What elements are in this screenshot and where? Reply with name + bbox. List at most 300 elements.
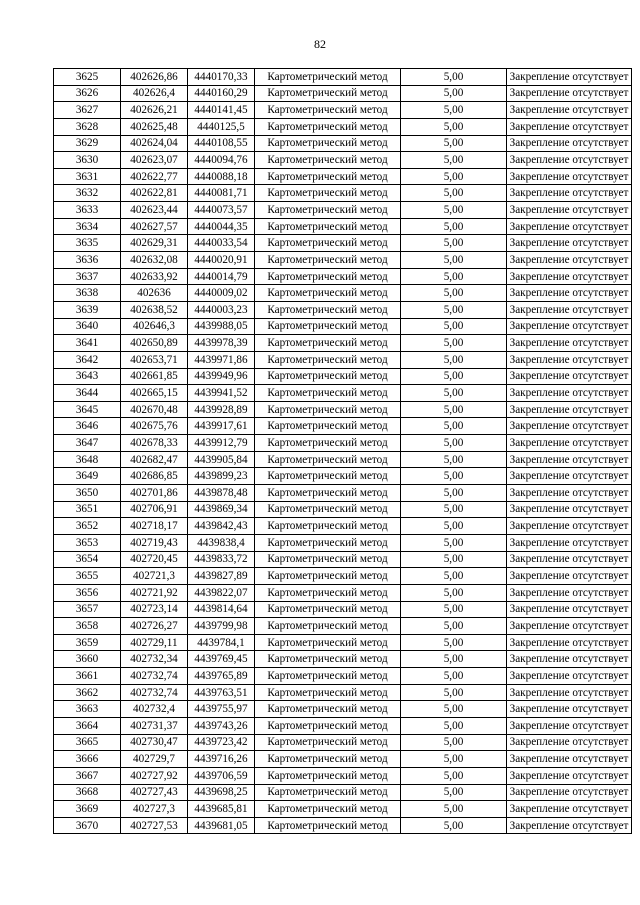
point-number-cell: 3664 [54,717,121,734]
x-coordinate-cell: 402718,17 [121,518,188,535]
y-coordinate-cell: 4439743,26 [188,717,255,734]
fixing-description-cell: Закрепление отсутствует [507,152,632,169]
x-coordinate-cell: 402629,31 [121,235,188,252]
point-number-cell: 3637 [54,268,121,285]
point-number-cell: 3648 [54,451,121,468]
accuracy-cell: 5,00 [401,584,507,601]
point-number-cell: 3636 [54,252,121,269]
accuracy-cell: 5,00 [401,751,507,768]
accuracy-cell: 5,00 [401,152,507,169]
fixing-description-cell: Закрепление отсутствует [507,418,632,435]
y-coordinate-cell: 4440108,55 [188,135,255,152]
accuracy-cell: 5,00 [401,468,507,485]
table-row [54,568,632,585]
table-row [54,717,632,734]
method-cell: Картометрический метод [255,351,401,368]
method-cell: Картометрический метод [255,801,401,818]
y-coordinate-cell: 4440014,79 [188,268,255,285]
method-cell: Картометрический метод [255,202,401,219]
point-number-cell: 3629 [54,135,121,152]
y-coordinate-cell: 4440088,18 [188,168,255,185]
fixing-description-cell: Закрепление отсутствует [507,534,632,551]
method-cell: Картометрический метод [255,102,401,119]
method-cell: Картометрический метод [255,651,401,668]
method-cell: Картометрический метод [255,418,401,435]
point-number-cell: 3649 [54,468,121,485]
point-number-cell: 3632 [54,185,121,202]
page-number: 82 [314,37,326,51]
point-number-cell: 3647 [54,435,121,452]
method-cell: Картометрический метод [255,69,401,86]
method-cell: Картометрический метод [255,318,401,335]
y-coordinate-cell: 4440044,35 [188,218,255,235]
y-coordinate-cell: 4440073,57 [188,202,255,219]
point-number-cell: 3670 [54,817,121,834]
x-coordinate-cell: 402623,44 [121,202,188,219]
point-number-cell: 3655 [54,568,121,585]
accuracy-cell: 5,00 [401,518,507,535]
table-row [54,202,632,219]
y-coordinate-cell: 4439838,4 [188,534,255,551]
fixing-description-cell: Закрепление отсутствует [507,435,632,452]
x-coordinate-cell: 402675,76 [121,418,188,435]
point-number-cell: 3639 [54,301,121,318]
x-coordinate-cell: 402624,04 [121,135,188,152]
table-row [54,801,632,818]
point-number-cell: 3638 [54,285,121,302]
x-coordinate-cell: 402636 [121,285,188,302]
x-coordinate-cell: 402720,45 [121,551,188,568]
accuracy-cell: 5,00 [401,534,507,551]
fixing-description-cell: Закрепление отсутствует [507,202,632,219]
fixing-description-cell: Закрепление отсутствует [507,85,632,102]
method-cell: Картометрический метод [255,668,401,685]
y-coordinate-cell: 4439784,1 [188,634,255,651]
table-row [54,451,632,468]
fixing-description-cell: Закрепление отсутствует [507,568,632,585]
point-number-cell: 3635 [54,235,121,252]
point-number-cell: 3646 [54,418,121,435]
y-coordinate-cell: 4439833,72 [188,551,255,568]
y-coordinate-cell: 4440020,91 [188,252,255,269]
y-coordinate-cell: 4439928,89 [188,401,255,418]
method-cell: Картометрический метод [255,751,401,768]
point-number-cell: 3628 [54,118,121,135]
accuracy-cell: 5,00 [401,668,507,685]
x-coordinate-cell: 402626,86 [121,69,188,86]
point-number-cell: 3634 [54,218,121,235]
fixing-description-cell: Закрепление отсутствует [507,252,632,269]
x-coordinate-cell: 402670,48 [121,401,188,418]
x-coordinate-cell: 402625,48 [121,118,188,135]
table-row [54,435,632,452]
fixing-description-cell: Закрепление отсутствует [507,468,632,485]
table-row [54,634,632,651]
y-coordinate-cell: 4440125,5 [188,118,255,135]
accuracy-cell: 5,00 [401,85,507,102]
accuracy-cell: 5,00 [401,618,507,635]
fixing-description-cell: Закрепление отсутствует [507,69,632,86]
fixing-description-cell: Закрепление отсутствует [507,668,632,685]
x-coordinate-cell: 402626,4 [121,85,188,102]
method-cell: Картометрический метод [255,734,401,751]
y-coordinate-cell: 4439905,84 [188,451,255,468]
y-coordinate-cell: 4439949,96 [188,368,255,385]
table-row [54,618,632,635]
x-coordinate-cell: 402701,86 [121,485,188,502]
x-coordinate-cell: 402727,3 [121,801,188,818]
point-number-cell: 3631 [54,168,121,185]
y-coordinate-cell: 4439988,05 [188,318,255,335]
point-number-cell: 3626 [54,85,121,102]
table-row [54,351,632,368]
fixing-description-cell: Закрепление отсутствует [507,601,632,618]
point-number-cell: 3633 [54,202,121,219]
table-row [54,368,632,385]
table-row [54,817,632,834]
y-coordinate-cell: 4440033,54 [188,235,255,252]
fixing-description-cell: Закрепление отсутствует [507,185,632,202]
x-coordinate-cell: 402706,91 [121,501,188,518]
accuracy-cell: 5,00 [401,701,507,718]
y-coordinate-cell: 4439912,79 [188,435,255,452]
fixing-description-cell: Закрепление отсутствует [507,335,632,352]
fixing-description-cell: Закрепление отсутствует [507,401,632,418]
y-coordinate-cell: 4439755,97 [188,701,255,718]
point-number-cell: 3660 [54,651,121,668]
table-row [54,168,632,185]
table-row [54,734,632,751]
y-coordinate-cell: 4440003,23 [188,301,255,318]
x-coordinate-cell: 402721,3 [121,568,188,585]
accuracy-cell: 5,00 [401,501,507,518]
point-number-cell: 3653 [54,534,121,551]
x-coordinate-cell: 402730,47 [121,734,188,751]
table-row [54,468,632,485]
method-cell: Картометрический метод [255,301,401,318]
x-coordinate-cell: 402627,57 [121,218,188,235]
table-row [54,69,632,86]
table-row [54,701,632,718]
fixing-description-cell: Закрепление отсутствует [507,351,632,368]
y-coordinate-cell: 4439814,64 [188,601,255,618]
method-cell: Картометрический метод [255,468,401,485]
x-coordinate-cell: 402729,7 [121,751,188,768]
accuracy-cell: 5,00 [401,684,507,701]
x-coordinate-cell: 402633,92 [121,268,188,285]
x-coordinate-cell: 402721,92 [121,584,188,601]
method-cell: Картометрический метод [255,485,401,502]
accuracy-cell: 5,00 [401,385,507,402]
x-coordinate-cell: 402682,47 [121,451,188,468]
x-coordinate-cell: 402732,4 [121,701,188,718]
y-coordinate-cell: 4439685,81 [188,801,255,818]
accuracy-cell: 5,00 [401,268,507,285]
table-row [54,518,632,535]
x-coordinate-cell: 402622,77 [121,168,188,185]
method-cell: Картометрический метод [255,618,401,635]
fixing-description-cell: Закрепление отсутствует [507,368,632,385]
point-number-cell: 3657 [54,601,121,618]
accuracy-cell: 5,00 [401,69,507,86]
fixing-description-cell: Закрепление отсутствует [507,168,632,185]
y-coordinate-cell: 4439799,98 [188,618,255,635]
accuracy-cell: 5,00 [401,235,507,252]
y-coordinate-cell: 4439971,86 [188,351,255,368]
accuracy-cell: 5,00 [401,335,507,352]
method-cell: Картометрический метод [255,717,401,734]
y-coordinate-cell: 4439763,51 [188,684,255,701]
method-cell: Картометрический метод [255,684,401,701]
point-number-cell: 3642 [54,351,121,368]
table-row [54,301,632,318]
accuracy-cell: 5,00 [401,351,507,368]
x-coordinate-cell: 402626,21 [121,102,188,119]
fixing-description-cell: Закрепление отсутствует [507,451,632,468]
fixing-description-cell: Закрепление отсутствует [507,701,632,718]
fixing-description-cell: Закрепление отсутствует [507,285,632,302]
y-coordinate-cell: 4439842,43 [188,518,255,535]
x-coordinate-cell: 402686,85 [121,468,188,485]
point-number-cell: 3644 [54,385,121,402]
point-number-cell: 3651 [54,501,121,518]
table-row [54,235,632,252]
table-row [54,185,632,202]
y-coordinate-cell: 4439869,34 [188,501,255,518]
method-cell: Картометрический метод [255,85,401,102]
fixing-description-cell: Закрепление отсутствует [507,118,632,135]
x-coordinate-cell: 402723,14 [121,601,188,618]
table-row [54,751,632,768]
point-number-cell: 3640 [54,318,121,335]
x-coordinate-cell: 402727,53 [121,817,188,834]
table-row [54,651,632,668]
accuracy-cell: 5,00 [401,651,507,668]
x-coordinate-cell: 402726,27 [121,618,188,635]
method-cell: Картометрический метод [255,135,401,152]
table-row [54,102,632,119]
accuracy-cell: 5,00 [401,551,507,568]
method-cell: Картометрический метод [255,335,401,352]
fixing-description-cell: Закрепление отсутствует [507,634,632,651]
method-cell: Картометрический метод [255,168,401,185]
y-coordinate-cell: 4440160,29 [188,85,255,102]
point-number-cell: 3668 [54,784,121,801]
table-row [54,668,632,685]
accuracy-cell: 5,00 [401,252,507,269]
table-row [54,684,632,701]
point-number-cell: 3659 [54,634,121,651]
y-coordinate-cell: 4439822,07 [188,584,255,601]
point-number-cell: 3645 [54,401,121,418]
y-coordinate-cell: 4439978,39 [188,335,255,352]
point-number-cell: 3663 [54,701,121,718]
table-row [54,601,632,618]
accuracy-cell: 5,00 [401,285,507,302]
y-coordinate-cell: 4440170,33 [188,69,255,86]
x-coordinate-cell: 402632,08 [121,252,188,269]
fixing-description-cell: Закрепление отсутствует [507,618,632,635]
y-coordinate-cell: 4439917,61 [188,418,255,435]
fixing-description-cell: Закрепление отсутствует [507,767,632,784]
method-cell: Картометрический метод [255,435,401,452]
fixing-description-cell: Закрепление отсутствует [507,385,632,402]
y-coordinate-cell: 4440141,45 [188,102,255,119]
table-row [54,501,632,518]
method-cell: Картометрический метод [255,701,401,718]
x-coordinate-cell: 402732,74 [121,684,188,701]
table-row [54,418,632,435]
fixing-description-cell: Закрепление отсутствует [507,235,632,252]
method-cell: Картометрический метод [255,185,401,202]
method-cell: Картометрический метод [255,551,401,568]
x-coordinate-cell: 402731,37 [121,717,188,734]
y-coordinate-cell: 4439899,23 [188,468,255,485]
method-cell: Картометрический метод [255,218,401,235]
method-cell: Картометрический метод [255,285,401,302]
accuracy-cell: 5,00 [401,485,507,502]
table-row [54,285,632,302]
y-coordinate-cell: 4440081,71 [188,185,255,202]
method-cell: Картометрический метод [255,368,401,385]
method-cell: Картометрический метод [255,268,401,285]
fixing-description-cell: Закрепление отсутствует [507,751,632,768]
x-coordinate-cell: 402719,43 [121,534,188,551]
y-coordinate-cell: 4439769,45 [188,651,255,668]
x-coordinate-cell: 402727,92 [121,767,188,784]
accuracy-cell: 5,00 [401,118,507,135]
x-coordinate-cell: 402646,3 [121,318,188,335]
accuracy-cell: 5,00 [401,767,507,784]
point-number-cell: 3625 [54,69,121,86]
accuracy-cell: 5,00 [401,401,507,418]
point-number-cell: 3643 [54,368,121,385]
method-cell: Картометрический метод [255,601,401,618]
table-row [54,268,632,285]
y-coordinate-cell: 4439941,52 [188,385,255,402]
x-coordinate-cell: 402665,15 [121,385,188,402]
point-number-cell: 3652 [54,518,121,535]
method-cell: Картометрический метод [255,501,401,518]
method-cell: Картометрический метод [255,534,401,551]
method-cell: Картометрический метод [255,401,401,418]
y-coordinate-cell: 4440094,76 [188,152,255,169]
point-number-cell: 3654 [54,551,121,568]
accuracy-cell: 5,00 [401,102,507,119]
fixing-description-cell: Закрепление отсутствует [507,684,632,701]
fixing-description-cell: Закрепление отсутствует [507,318,632,335]
x-coordinate-cell: 402650,89 [121,335,188,352]
y-coordinate-cell: 4439827,89 [188,568,255,585]
x-coordinate-cell: 402727,43 [121,784,188,801]
x-coordinate-cell: 402729,11 [121,634,188,651]
accuracy-cell: 5,00 [401,801,507,818]
table-row [54,385,632,402]
accuracy-cell: 5,00 [401,218,507,235]
method-cell: Картометрический метод [255,518,401,535]
table-row [54,485,632,502]
y-coordinate-cell: 4439698,25 [188,784,255,801]
accuracy-cell: 5,00 [401,418,507,435]
point-number-cell: 3630 [54,152,121,169]
y-coordinate-cell: 4439878,48 [188,485,255,502]
point-number-cell: 3667 [54,767,121,784]
fixing-description-cell: Закрепление отсутствует [507,485,632,502]
point-number-cell: 3658 [54,618,121,635]
y-coordinate-cell: 4439706,59 [188,767,255,784]
point-number-cell: 3669 [54,801,121,818]
method-cell: Картометрический метод [255,767,401,784]
y-coordinate-cell: 4439723,42 [188,734,255,751]
accuracy-cell: 5,00 [401,568,507,585]
fixing-description-cell: Закрепление отсутствует [507,734,632,751]
method-cell: Картометрический метод [255,235,401,252]
table-row [54,318,632,335]
fixing-description-cell: Закрепление отсутствует [507,102,632,119]
point-number-cell: 3627 [54,102,121,119]
fixing-description-cell: Закрепление отсутствует [507,584,632,601]
accuracy-cell: 5,00 [401,451,507,468]
table-row [54,152,632,169]
table-row [54,767,632,784]
table-row [54,401,632,418]
method-cell: Картометрический метод [255,634,401,651]
fixing-description-cell: Закрепление отсутствует [507,135,632,152]
coordinates-table-body [54,69,632,834]
method-cell: Картометрический метод [255,118,401,135]
x-coordinate-cell: 402622,81 [121,185,188,202]
coordinates-table [53,68,632,834]
method-cell: Картометрический метод [255,385,401,402]
fixing-description-cell: Закрепление отсутствует [507,551,632,568]
table-row [54,551,632,568]
x-coordinate-cell: 402653,71 [121,351,188,368]
accuracy-cell: 5,00 [401,601,507,618]
accuracy-cell: 5,00 [401,301,507,318]
accuracy-cell: 5,00 [401,717,507,734]
point-number-cell: 3656 [54,584,121,601]
fixing-description-cell: Закрепление отсутствует [507,268,632,285]
fixing-description-cell: Закрепление отсутствует [507,717,632,734]
point-number-cell: 3662 [54,684,121,701]
point-number-cell: 3665 [54,734,121,751]
x-coordinate-cell: 402623,07 [121,152,188,169]
fixing-description-cell: Закрепление отсутствует [507,651,632,668]
table-row [54,534,632,551]
y-coordinate-cell: 4439681,05 [188,817,255,834]
table-row [54,784,632,801]
table-row [54,135,632,152]
x-coordinate-cell: 402638,52 [121,301,188,318]
table-row [54,218,632,235]
method-cell: Картометрический метод [255,451,401,468]
accuracy-cell: 5,00 [401,817,507,834]
point-number-cell: 3661 [54,668,121,685]
accuracy-cell: 5,00 [401,368,507,385]
fixing-description-cell: Закрепление отсутствует [507,817,632,834]
accuracy-cell: 5,00 [401,435,507,452]
y-coordinate-cell: 4439716,26 [188,751,255,768]
table-row [54,584,632,601]
accuracy-cell: 5,00 [401,784,507,801]
fixing-description-cell: Закрепление отсутствует [507,301,632,318]
method-cell: Картометрический метод [255,252,401,269]
method-cell: Картометрический метод [255,817,401,834]
y-coordinate-cell: 4440009,02 [188,285,255,302]
method-cell: Картометрический метод [255,584,401,601]
x-coordinate-cell: 402678,33 [121,435,188,452]
table-row [54,252,632,269]
